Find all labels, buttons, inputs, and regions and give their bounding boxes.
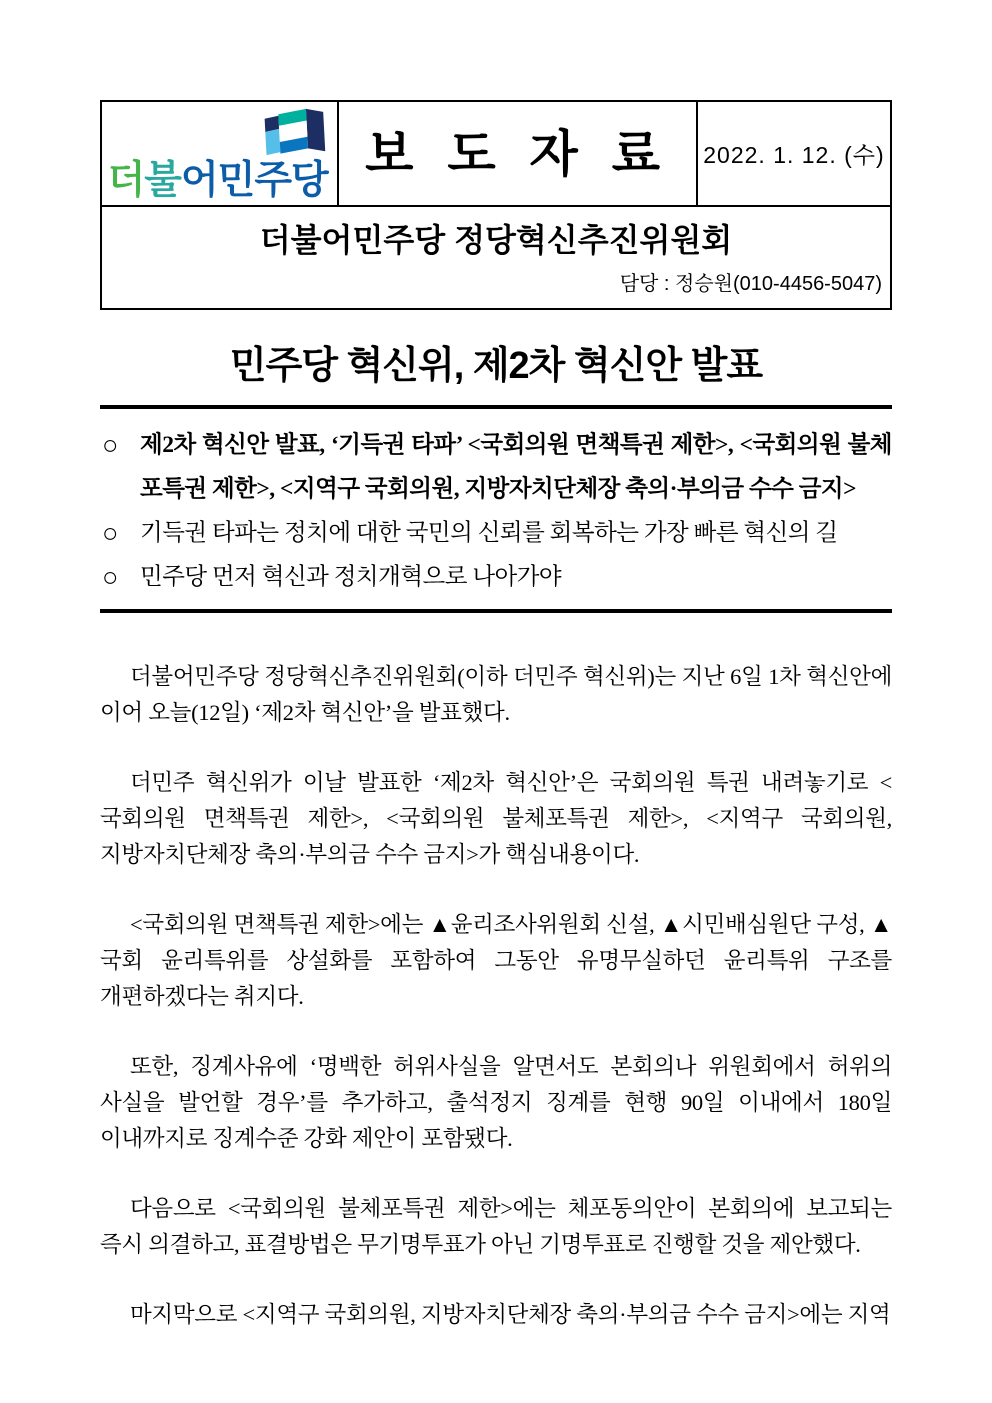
body-paragraph: 마지막으로 <지역구 국회의원, 지방자치단체장 축의·부의금 수수 금지>에는 지역 (130, 1302, 891, 1328)
summary-bullet-text: 민주당 먼저 혁신과 정치개혁으로 나아가야 (140, 564, 562, 591)
summary-bullet (100, 555, 892, 599)
body-paragraph: 더민주 혁신위가 이날 발표한 ‘제2차 혁신안’은 국회의원 특권 내려놓기로 <국회의원 면책특권 제한>, <국회의원 불체포특권 제한>, <지역구 국회의원, 지방자치단체장 축의·부의금 수수 금지>가 핵심내용이다. (100, 770, 892, 868)
committee-name: 더불어민주당 정당혁신추진위원회 (259, 221, 733, 258)
summary-bullet (100, 423, 892, 511)
circle-bullet-icon: ○ (102, 562, 118, 593)
body-paragraph: 더불어민주당 정당혁신추진위원회(이하 더민주 혁신위)는 지난 6일 1차 혁신안에 이어 오늘(12일) ‘제2차 혁신안’을 발표했다. (100, 664, 892, 726)
header-table (100, 100, 892, 310)
committee-cell (101, 206, 891, 309)
logo-cell (101, 101, 338, 206)
logo-wordmark-green: 더 (107, 158, 145, 202)
summary-bullet-text: 기득권 타파는 정치에 대한 국민의 신뢰를 회복하는 가장 빠른 혁신의 길 (140, 520, 838, 547)
logo-wordmark-blue: 어민주당 (180, 158, 328, 202)
circle-bullet-icon: ○ (102, 518, 118, 549)
body-paragraph: <국회의원 면책특권 제한>에는 ▲윤리조사위원회 신설, ▲시민배심원단 구성, ▲국회 윤리특위를 상설화를 포함하여 그동안 유명무실하던 윤리특위 구조를 개편하겠다는 취지다. (100, 912, 892, 1010)
body-section (100, 659, 892, 1333)
party-logo-wordmark (107, 158, 328, 202)
doc-type-label: 보 도 자 료 (365, 125, 670, 182)
body-paragraph: 또한, 징계사유에 ‘명백한 허위사실을 알면서도 본회의나 위원회에서 허위의 사실을 발언할 경우’를 추가하고, 출석정지 징계를 현행 90일 이내에서 180일 이내까지로 징계수준 강화 제안이 포함됐다. (100, 1054, 892, 1152)
summary-bullet (100, 511, 892, 555)
summary-bullet-text: 제2차 혁신안 발표, ‘기득권 타파’ <국회의원 면책특권 제한>, <국회의원 불체포특권 제한>, <지역구 국회의원, 지방자치단체장 축의·부의금 수수 금지> (140, 432, 892, 503)
summary-bottom-rule (100, 609, 892, 613)
date-cell (697, 101, 891, 206)
doc-type-cell (338, 101, 697, 206)
headline: 민주당 혁신위, 제2차 혁신안 발표 (229, 345, 763, 387)
release-date: 2022. 1. 12. (수) (703, 142, 885, 168)
logo-wordmark-teal: 불 (144, 158, 181, 202)
party-logo (106, 108, 334, 200)
circle-bullet-icon: ○ (102, 430, 118, 461)
summary-section (100, 409, 892, 609)
body-paragraph: 다음으로 <국회의원 불체포특권 제한>에는 체포동의안이 본회의에 보고되는 즉시 의결하고, 표결방법은 무기명투표가 아닌 기명투표로 진행할 것을 제안했다. (100, 1196, 892, 1258)
party-flag-icon (256, 108, 332, 156)
contact-line: 담당 : 정승원(010-4456-5047) (619, 273, 882, 296)
